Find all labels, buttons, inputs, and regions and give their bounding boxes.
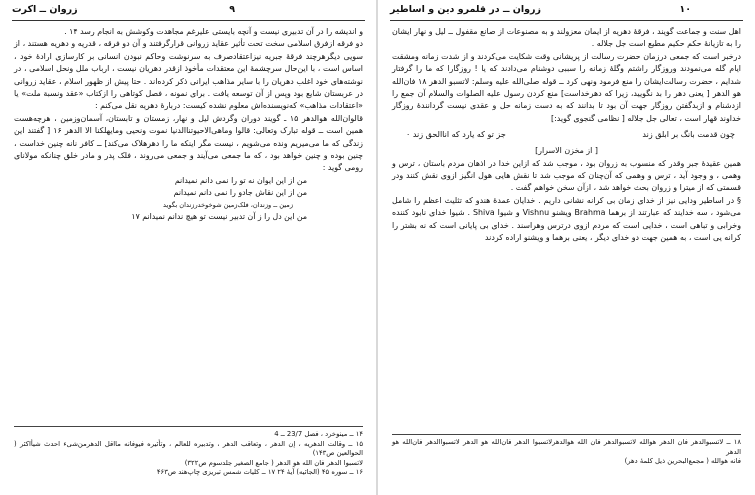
poem-line: من از این ایوان نه تو را نمی دانم نمیدانم (174, 175, 307, 185)
left-page-body (14, 26, 363, 223)
poem (14, 175, 363, 223)
header-rule (12, 20, 365, 21)
poem-line: زمین ــ وزندان، فلک‌زمین شوخوخدرزندان بگوید (163, 200, 293, 209)
right-page-header (390, 4, 743, 20)
running-title: زروان ــ در قلمرو دین و اساطیر (390, 4, 541, 15)
footnotes (14, 430, 363, 478)
footnote: ۱۴ ــ مینوخرد ، فصل 23/7 ــ 4 (274, 430, 363, 438)
footnote: ۱۸ ــ لاتسبوالدهر فان الدهر هوالله لاتسبوالدهر فان الله هوالدهرلاتسبوا الدهر فان‌الله هو الدهر لاتسبواالدهر فان‌الله هو الدهر (392, 438, 741, 456)
page-number: ۹ (229, 4, 235, 15)
paragraph: و اندیشه را در آن تدبیری نیست و آنچه بایستی علیرغم مجاهدت وکوشش به انجام رسد ۱۴ . (64, 27, 363, 36)
verse (392, 129, 741, 143)
poem-line: من از این نقاش جادو را نمی دانم نمیدانم (173, 187, 307, 197)
verse-hemistich-right: چون قدمت بانگ بر ابلق زند (642, 130, 735, 140)
poem-line: من این دل را ز آن تدبیر نیست تو هیچ ندانم نمیدانم ۱۷ (131, 211, 307, 221)
right-page-body (392, 26, 741, 245)
paragraph: دو فرقه ازفرق اسلامی سخت تحت تأثیر عقاید زروانی قرارگرفتند و آن دو فرقه ، قدریه و دهریه هستند ، از سویی دیگرهرچند فرقهٔ جبریه نیزاعتقادصرف به سرنوشت وحاکم نبودن انسانی بر کارسازی ارادهٔ خود ، اساس است ، با این‌حال سرچشمهٔ این معتقدات مأخوذ ازقدر دهریان نیست ، ارباب ملل ونحل اسلامی ، در نوشته‌های خود اغلب دهریان را با سایر مذاهب ایرانی ذکر کرده‌اند . حتا پیش از ظهور اسلام ، عقاید زروانی در عربستان شایع بود وپس از آن توسعه یافت . برای نمونه ، فصل کوتاهی را ازکتاب «عقد ونسبة ملت» یا «اعتقادات مذاهب» که‌نویسنده‌اش معلوم نشده کیست: دربارهٔ دهریه نقل می‌کنم : (14, 39, 363, 111)
header-rule (390, 20, 743, 21)
footnote: ۱۶ ــ سوره ۴۵ (الجاثیه) آیهٔ ۲۴ ۱۷ ــ کلیات شمس تبریزی چاپ‌هند ص۴۶۳ (156, 468, 363, 477)
paragraph: اهل سنت و جماعت گویند ، فرقهٔ دهریه از ایمان معزولند و به مصنوعات از صانع مقفول ــ لیل و نهار ایشان را به تازیانهٔ حکم حکیم مطیع است جل جلاله . (392, 27, 741, 49)
verse-hemistich-left: جز تو که یارد که اناالحق زند ۰ (406, 130, 506, 140)
footnote: لاتسبوا الدهر فان الله هو الدهر ( جامع الصغیر جلدسوم ص۳۲۲) (184, 458, 363, 467)
paragraph: همین عقیدهٔ جبر وقدر که منسوب به زروان بود ، موجب شد که ازاین خدا در اذهان مردم باستان ، ترس و وهمی ، و وجود آید ، ترس و وهمی که آن‌چنان که موجب شد تا نقش هایی هول انگیز ازوی نقش کنند ودر قسمتی که از میترا و زروان بحث خواهد شد ، ازآن سخن خواهم گفت . (392, 158, 741, 193)
footnote: فانه هوالله ( مجمع‌البحرین ذیل کلمهٔ دهر) (624, 457, 741, 466)
paragraph: درخبر است که جمعی درزمان حضرت رسالت از پریشانی وقت شکایت می‌کردند و از شدت زمانه ومشقت ایام گله می‌نمودند وروزگار راشتم وگلهٔ زمانه را سببی دوشنام می‌دادند که یا ! روزگارا که ما را گرفتار شدایم ، حضرت رسالت‌ایشان را منع فرمود ونهی کرد ــ قوله صلی‌الله علیه وسلم: لاتسبو الدهر ۱۸ فان‌الله هو الدهر [ یعنی دهر را بد نگویید، زیرا که دهرخداست] منع کردن رسول علیه الصلوات والسلام آن جمع را ازدشنام و ازبدگفتن روزگار جهت آن بود تا بدانند که به دست زمانه حل و عقدی نیست گردانندهٔ روزگار خداوند قهار است ، تعالی جل جلاله [ نظامی گنجوی گوید:] (392, 51, 741, 123)
right-page (378, 0, 755, 495)
footnote-rule (392, 434, 741, 435)
paragraph: قالوان‌الله هوالدهر ۱۵ ـ گویند دوران وگردش لیل و نهار، زمستان و تابستان، آسمان‌وزمین ، هرچه‌هست همین است ــ قوله تبارک وتعالی: قالوا وماهی‌الاحیوتناالدنیا نموت ونحیی ومایهلکنا الا الدهر ۱۶ [ گفتند این زندگی که ما می‌میریم ونده می‌شویم ، نیست مگر اینکه ما را دهرهلاک می‌کند] ــ کافر نانه چنین خداست ، چنین بوده و چنین خواهد بود ، که ما جمعی می‌آیند و جمعی می‌روند ، فلک پدر و مادر خلق چنانکه مولانای رومی گوید : (14, 113, 364, 173)
running-title: زروان ــ اکرت (12, 4, 78, 15)
left-page (0, 0, 377, 495)
paragraph: § در اساطیر ودایی نیز از خدای زمان بی کرانه نشانی داریم . خدایان عمدهٔ هندو که تثلیث اعظم را شامل می‌شود ، سه خدایند که عبارتند از برهما Brahma ویشنو Vishnu و شیوا Shiva . شیوا خدای نابود کننده وخرابی و تباهی است ، خدایی است که مردم ازوی درترس وهراسند . خدای بی پایانی است که نه بشتر را کرانه یی است ، به همین جهت دو خدای دیگر ، یعنی برهما و ویشنو اراده کردند (392, 195, 741, 243)
verse-source: [ از مخزن الاسرار] (535, 146, 598, 156)
footnote-rule (14, 426, 363, 427)
left-page-header (12, 4, 365, 20)
footnotes (392, 438, 741, 467)
footnote: ۱۵ ــ وقالت الدهریه ، إن الدهر ، وتعاقب الدهر ، وتدبیره للعالم ، وتأثیره فیوفانه مااقل الدهرمن‌شی‌ء احدث شیأاکثر ( الحوالعین ص۱۴۳) (14, 439, 363, 458)
page-number: ۱۰ (679, 4, 691, 15)
